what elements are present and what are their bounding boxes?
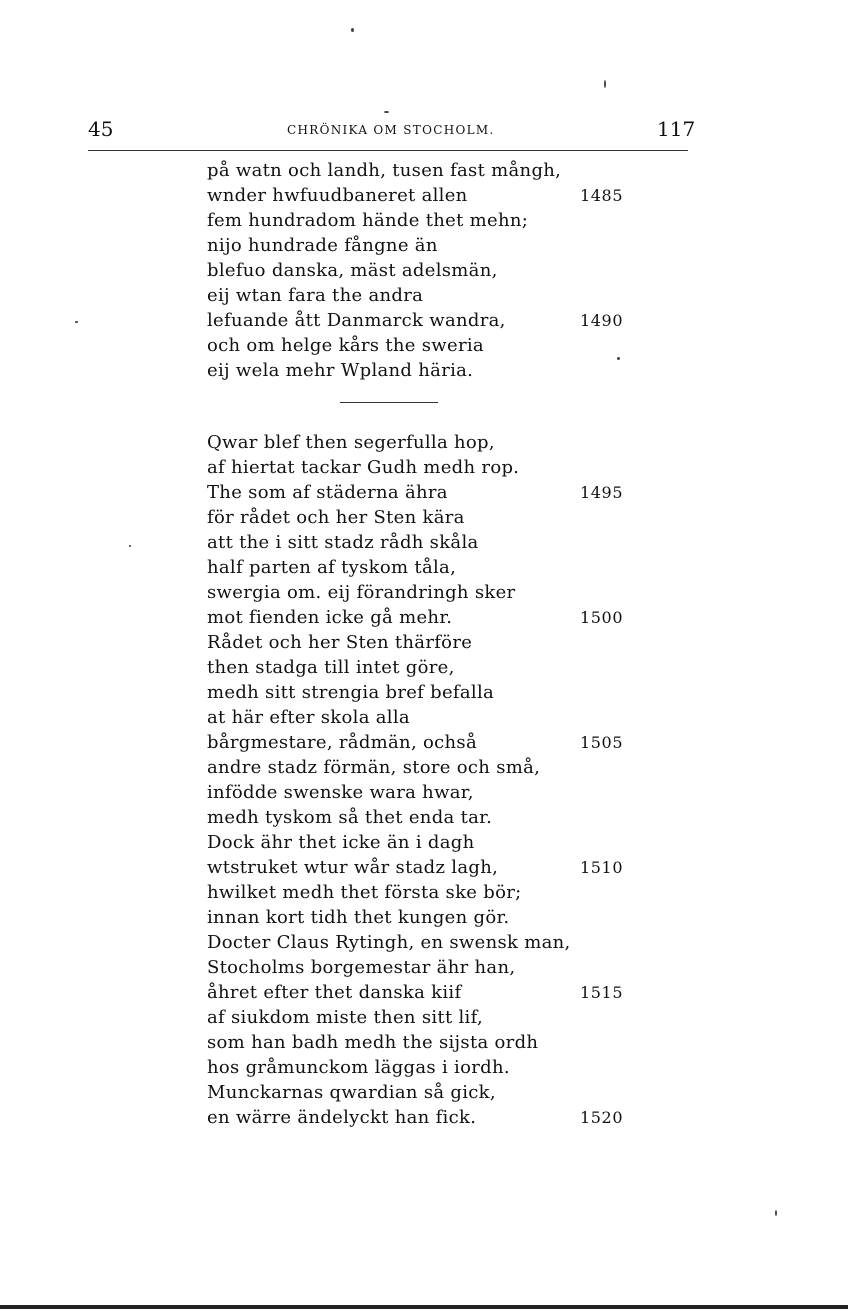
verse-text: medh sitt strengia bref befalla xyxy=(207,682,495,703)
scan-speck xyxy=(604,80,606,88)
page-number-left: 45 xyxy=(88,117,114,141)
verse-text: af hiertat tackar Gudh medh rop. xyxy=(207,457,520,478)
line-number: 1520 xyxy=(580,1108,624,1127)
verse-line xyxy=(207,1030,647,1055)
page-header xyxy=(0,115,848,145)
verse-text: Rådet och her Sten thärföre xyxy=(207,632,473,653)
verse-line xyxy=(207,283,647,308)
verse-line xyxy=(207,455,647,480)
line-number: 1495 xyxy=(580,483,624,502)
verse-line xyxy=(207,955,647,980)
verse-text: för rådet och her Sten kära xyxy=(207,507,465,528)
verse-line xyxy=(207,430,647,455)
section-divider xyxy=(340,402,438,403)
verse-text: bårgmestare, rådmän, ochså xyxy=(207,732,477,753)
verse-line xyxy=(207,1055,647,1080)
verse-line xyxy=(207,308,647,333)
verse-line xyxy=(207,830,647,855)
scan-speck xyxy=(775,1210,777,1216)
verse-line xyxy=(207,233,647,258)
verse-text: medh tyskom så thet enda tar. xyxy=(207,807,493,828)
verse-text: Stocholms borgemestar ähr han, xyxy=(207,957,516,978)
verse-line xyxy=(207,158,647,183)
verse-text: Dock ähr thet icke än i dagh xyxy=(207,832,475,853)
verse-text: innan kort tidh thet kungen gör. xyxy=(207,907,510,928)
verse-text: nijo hundrade fångne än xyxy=(207,235,438,256)
verse-line xyxy=(207,480,647,505)
verse-line xyxy=(207,258,647,283)
verse-text: Qwar blef then segerfulla hop, xyxy=(207,432,495,453)
verse-line xyxy=(207,780,647,805)
verse-text: swergia om. eij förandringh sker xyxy=(207,582,516,603)
verse-text: eij wtan fara the andra xyxy=(207,285,424,306)
verse-line xyxy=(207,333,647,358)
scan-bottom-edge xyxy=(0,1305,848,1309)
verse-text: fem hundradom hände thet mehn; xyxy=(207,210,529,231)
scan-speck xyxy=(75,321,78,323)
verse-line xyxy=(207,580,647,605)
verse-text: blefuo danska, mäst adelsmän, xyxy=(207,260,498,281)
line-number: 1505 xyxy=(580,733,624,752)
verse-line xyxy=(207,555,647,580)
verse-line xyxy=(207,505,647,530)
verse-line xyxy=(207,805,647,830)
verse-line xyxy=(207,930,647,955)
verse-line xyxy=(207,530,647,555)
verse-line xyxy=(207,980,647,1005)
verse-text: Docter Claus Rytingh, en swensk man, xyxy=(207,932,571,953)
verse-line xyxy=(207,730,647,755)
verse-text: en wärre ändelyckt han fick. xyxy=(207,1107,477,1128)
verse-text: then stadga till intet göre, xyxy=(207,657,455,678)
verse-line xyxy=(207,755,647,780)
verse-line xyxy=(207,855,647,880)
verse-text: hwilket medh thet första ske bör; xyxy=(207,882,522,903)
verse-text: infödde swenske wara hwar, xyxy=(207,782,474,803)
scan-speck xyxy=(351,28,354,32)
verse-line xyxy=(207,705,647,730)
verse-text: lefuande ått Danmarck wandra, xyxy=(207,310,506,331)
verse-line xyxy=(207,1080,647,1105)
verse-line xyxy=(207,680,647,705)
scan-speck xyxy=(129,545,131,547)
verse-line xyxy=(207,630,647,655)
verse-text: Munckarnas qwardian så gick, xyxy=(207,1082,496,1103)
verse-text: som han badh medh the sijsta ordh xyxy=(207,1032,539,1053)
scan-speck xyxy=(617,357,620,360)
verse-text: mot fienden icke gå mehr. xyxy=(207,607,453,628)
header-rule xyxy=(88,150,688,151)
verse-text: half parten af tyskom tåla, xyxy=(207,557,457,578)
stanza-2 xyxy=(207,430,647,1130)
verse-text: andre stadz förmän, store och små, xyxy=(207,757,541,778)
page-number-right: 117 xyxy=(657,117,696,141)
verse-text: af siukdom miste then sitt lif, xyxy=(207,1007,483,1028)
verse-text: åhret efter thet danska kiif xyxy=(207,982,462,1003)
running-title: CHRÖNIKA OM STOCHOLM. xyxy=(287,123,495,137)
verse-line xyxy=(207,1005,647,1030)
stanza-1 xyxy=(207,158,647,383)
verse-text: att the i sitt stadz rådh skåla xyxy=(207,532,479,553)
verse-text: och om helge kårs the sweria xyxy=(207,335,484,356)
verse-text: The som af städerna ähra xyxy=(207,482,448,503)
verse-text: wnder hwfuudbaneret allen xyxy=(207,185,468,206)
verse-line xyxy=(207,655,647,680)
verse-text: hos gråmunckom läggas i iordh. xyxy=(207,1057,510,1078)
line-number: 1515 xyxy=(580,983,624,1002)
scan-speck xyxy=(384,111,389,113)
verse-text: at här efter skola alla xyxy=(207,707,410,728)
line-number: 1510 xyxy=(580,858,624,877)
line-number: 1500 xyxy=(580,608,624,627)
verse-line xyxy=(207,183,647,208)
verse-line xyxy=(207,905,647,930)
verse-line xyxy=(207,880,647,905)
verse-line xyxy=(207,208,647,233)
verse-text: på watn och landh, tusen fast mångh, xyxy=(207,160,562,181)
verse-line xyxy=(207,1105,647,1130)
verse-line xyxy=(207,605,647,630)
verse-text: eij wela mehr Wpland häria. xyxy=(207,360,474,381)
line-number: 1485 xyxy=(580,186,624,205)
verse-line xyxy=(207,358,647,383)
verse-text: wtstruket wtur wår stadz lagh, xyxy=(207,857,499,878)
line-number: 1490 xyxy=(580,311,624,330)
